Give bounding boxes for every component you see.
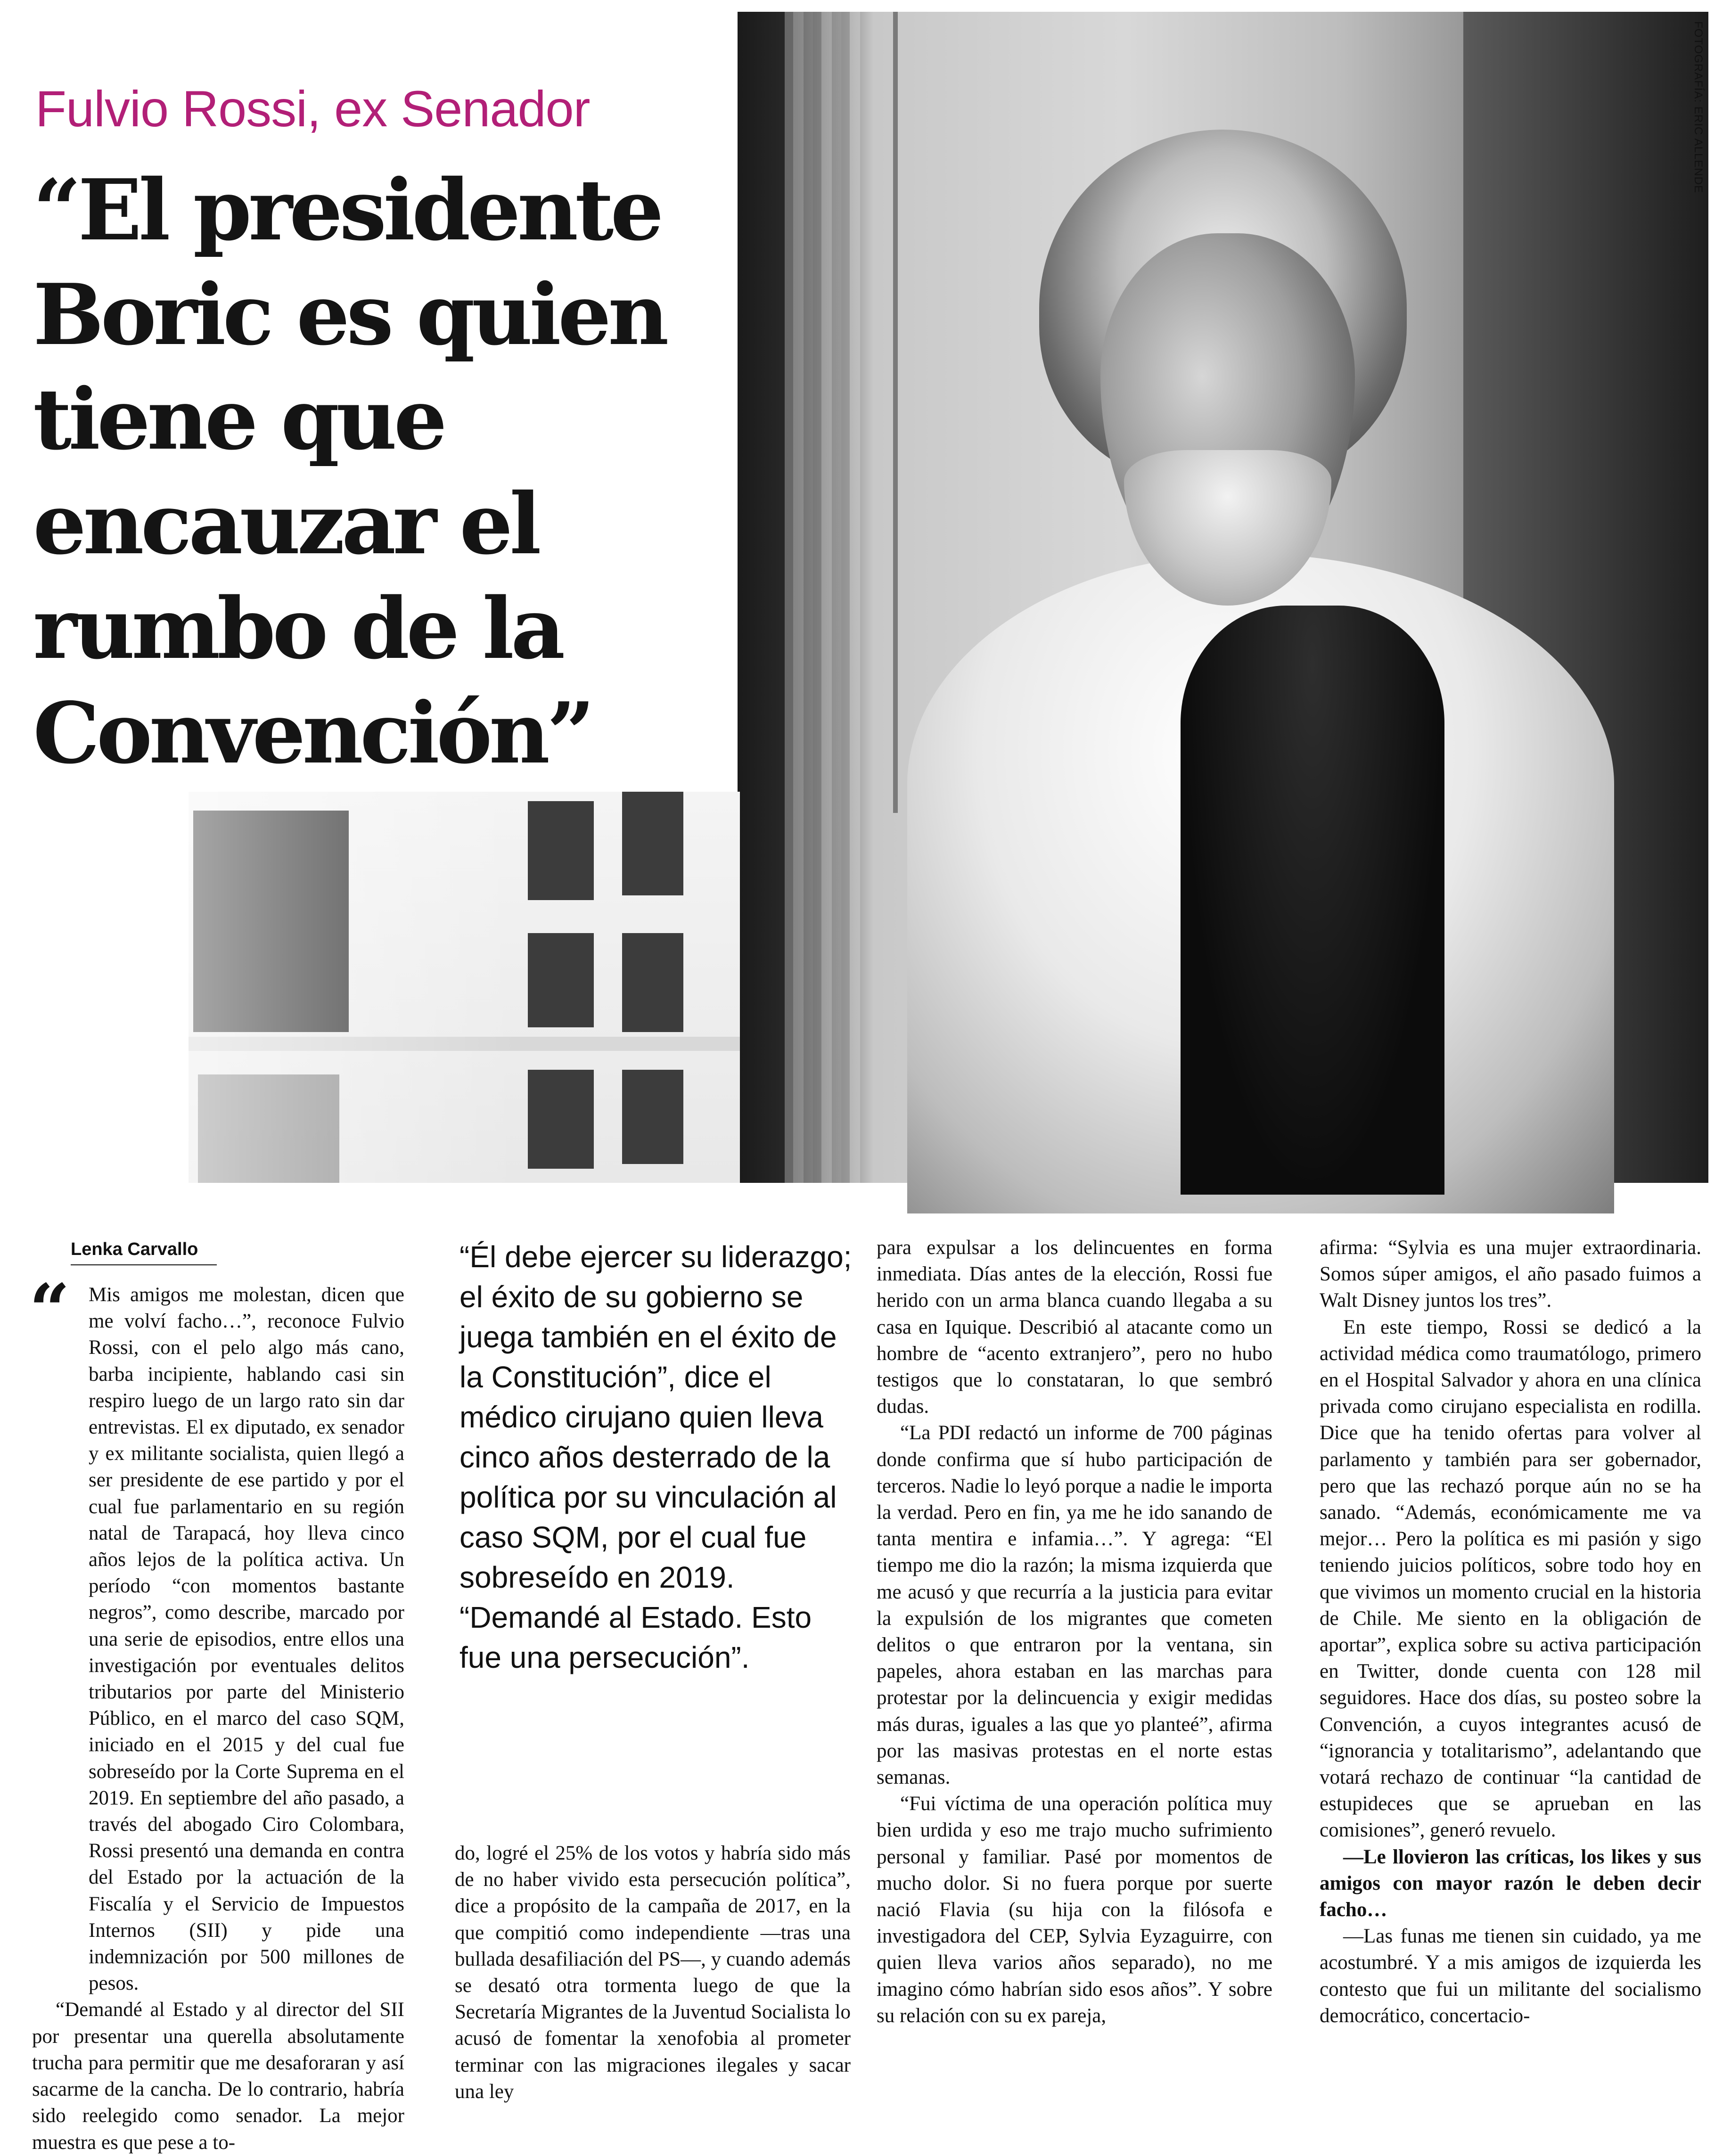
blind-cord (893, 12, 898, 813)
window-curtain (785, 12, 860, 1183)
paragraph: Mis amigos me molestan, dicen que me volví facho…”, reconoce Fulvio Rossi, con el pelo algo más cano, barba incipiente, hablando casi sin respiro luego de un largo rato sin dar entrevistas. El ex diputado, ex senador y ex militante socialista, quien llegó a ser presidente de ese partido y por el cual fue parlamentario en su región natal de Tarapacá, hoy lleva cinco años lejos de la política activa. Un período “con momentos bastante negros”, como describe, marcado por una serie de episodios, entre ellos una investigación por eventuales delitos tributarios por parte del Ministerio Público, en el marco del caso SQM, iniciado en el 2015 y del cual fue sobreseído por la Corte Suprema en el 2019. En septiembre del año pasado, a través del abogado Ciro Colombara, Rossi presentó una demanda en contra del Estado por la actuación de la Fiscalía y el Servicio de Impuestos Internos (SII) y pide una indemnización por 500 millones de pesos. (89, 1284, 404, 1995)
headline (33, 158, 759, 786)
headline-line: Boric es quien (33, 262, 677, 367)
building-photo (189, 792, 740, 1183)
paragraph: —Las funas me tienen sin cuidado, ya me acostumbré. Y a mis amigos de izquierda les contesto que fui un militante del socialismo democrático, concertacio- (1320, 1925, 1701, 2027)
paragraph: afirma: “Sylvia es una mujer extraordinaria. Somos súper amigos, el año pasado fuimos a Walt Disney juntos los tres”. (1320, 1237, 1701, 1312)
paragraph: “La PDI redactó un informe de 700 páginas donde confirma que sí hubo participación de terceros. Nadie lo leyó porque a nadie le importa la verdad. Pero en fin, ya me he ido sanando de tanta mentira e infamia…”. Y agrega: “El tiempo me dio la razón; la misma izquierda que me acusó y que recurría a la justicia para evitar la expulsión de los migrantes que cometen delitos o que entraron por la ventana, sin papeles, ahora estaban en las marchas para protestar por la delincuencia y exigir medidas más duras, iguales a las que yo planteé”, afirma por las masivas protestas en el norte estas semanas. (877, 1422, 1272, 1789)
paragraph: “Fui víctima de una operación política muy bien urdida y eso me trajo mucho sufrimiento personal y familiar. Pasé por momentos de mucho dolor. Si no fuera porque por suerte nació Flavia (su hija con la filósofa e investigadora del CEP, Sylvia Eyzaguirre, con quien lleva varios años separado), no me imagino cómo habrían sido esos años”. Y sobre su relación con su ex pareja, (877, 1793, 1272, 2027)
photo-soft-focus (189, 792, 740, 1183)
headline-line: rumbo de la (33, 576, 573, 681)
headline-line: Convención” (33, 681, 603, 786)
paragraph: do, logré el 25% de los votos y habría sido más de no haber vivido esta persecución política”, dice a propósito de la campaña de 2017, en la que compitió como independiente —tras una bullada desafiliación del PS—, y cuando además se desató otra tormenta luego de que la Secretaría Migrantes de la Juventud Socialista lo acusó de fomentar la xenofobia al prometer terminar con las migraciones ilegales y sacar una ley (455, 1842, 851, 2103)
photo-credit: FOTOGRAFÍA: ERIC ALLENDE (1692, 21, 1705, 193)
dark-shirt (1181, 606, 1444, 1195)
byline: Lenka Carvallo (71, 1239, 217, 1265)
paragraph: para expulsar a los delincuentes en forma inmediata. Días antes de la elección, Rossi fue herido con un arma blanca cuando llegaba a su casa en Iquique. Describió al atacante como un hombre de “acento extranjero”, pero no hubo testigos que lo constataran, lo que sembró dudas. (877, 1237, 1272, 1418)
headline-line: tiene que (33, 367, 455, 472)
interview-question: —Le llovieron las críticas, los likes y sus amigos con mayor razón le deben decir facho… (1320, 1845, 1701, 1921)
column-1 (32, 1282, 404, 2156)
headline-line: encauzar el (33, 472, 550, 576)
headline-line: “El presidente (33, 158, 672, 262)
portrait-photo (738, 12, 1708, 1183)
column-3 (877, 1235, 1272, 2029)
opening-quote-mark: “ (29, 1269, 70, 1352)
paragraph: En este tiempo, Rossi se dedicó a la actividad médica como traumatólogo, primero en el Hospital Salvador y ahora en una clínica privada como cirujano especialista en rodilla. Dice que ha tenido ofertas para volver al parlamento y también para ser gobernador, pero que las rechazó porque aún no se ha sanado. “Además, económicamente me va mejor… Pero la política es mi pasión y sigo teniendo juicios políticos, sobre todo hoy en que vivimos un momento crucial en la historia de Chile. Me siento en la obligación de aportar”, explica sobre su activa participación en Twitter, donde cuenta con 128 mil seguidores. Hace dos días, su posteo sobre la Convención, a cuyos integrantes acusó de “ignorancia y totalitarismo”, adelantando que votará rechazo de continuar “la cantidad de estupideces que se aprueban en las comisiones”, generó revuelo. (1320, 1316, 1701, 1842)
column-2 (455, 1840, 851, 2105)
pull-quote: “Él debe ejercer su liderazgo; el éxito de su gobierno se juega también en el éxito de la Constitución”, dice el médico cirujano quien lleva cinco años desterrado de la política por su vinculación al caso SQM, por el cual fue sobreseído en 2019. “Demandé al Estado. Esto fue una persecución”. (459, 1240, 852, 1674)
column-4 (1320, 1235, 1701, 2029)
kicker: Fulvio Rossi, ex Senador (35, 80, 590, 137)
paragraph: “Demandé al Estado y al director del SII por presentar una querella absolutamente trucha para permitir que me desaforaran y así sacarme de la cancha. De lo contrario, habría sido reelegido como senador. La mejor muestra es que pese a to- (32, 1999, 404, 2154)
